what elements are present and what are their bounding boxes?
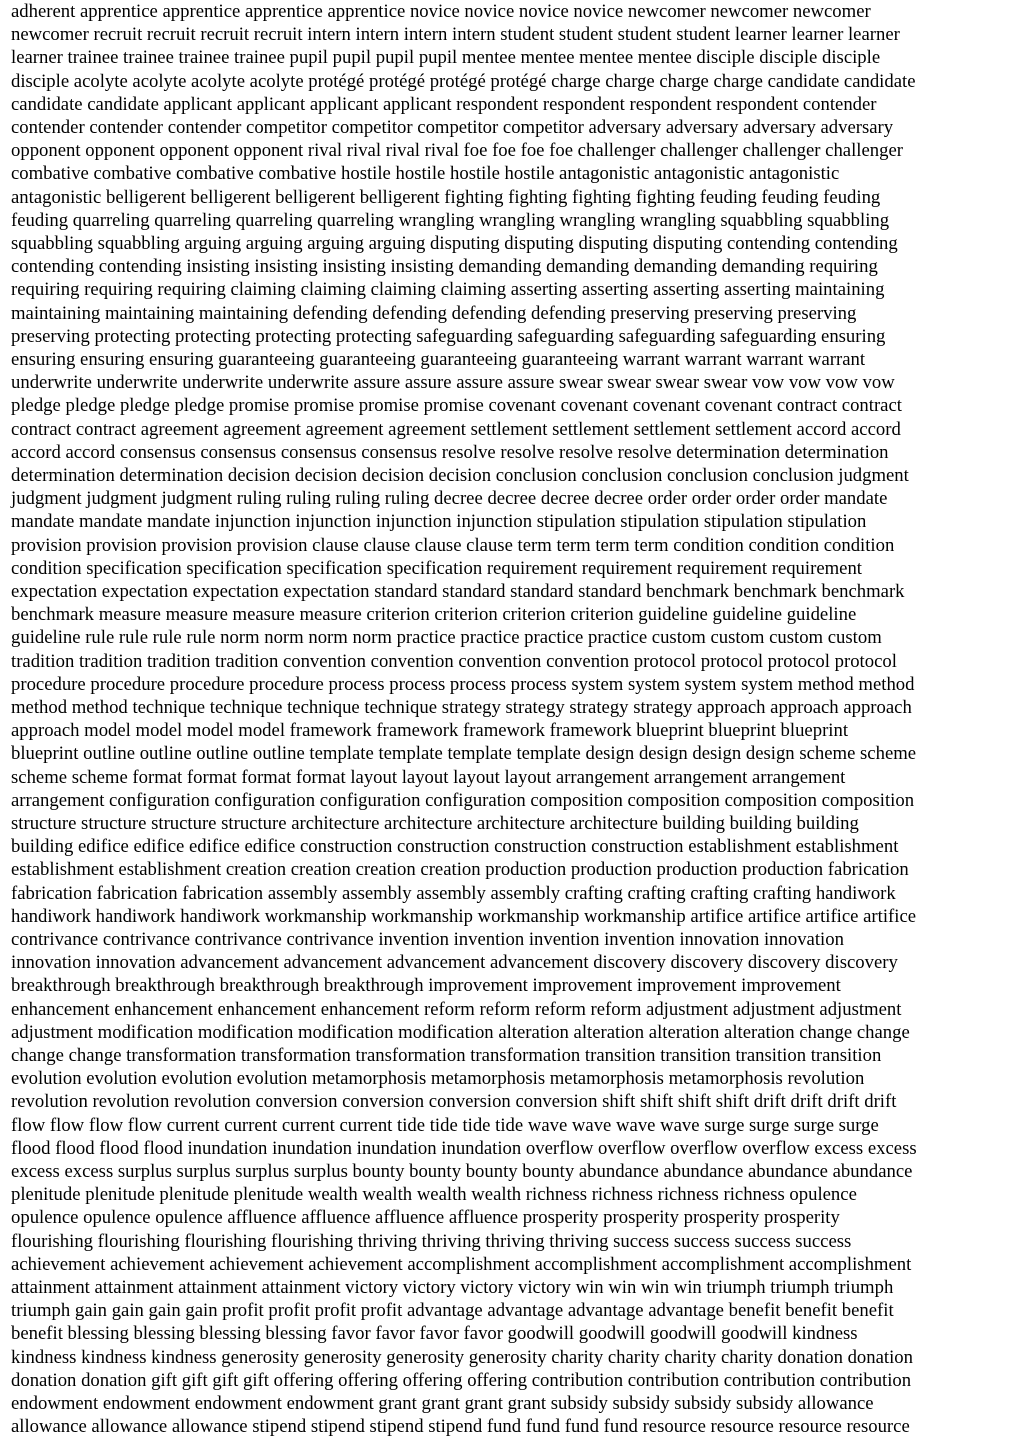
text-line: structure structure structure structure architecture architecture architecture architecture building building building <box>11 813 859 834</box>
text-line: endowment endowment endowment endowment grant grant grant grant subsidy subsidy subsidy subsidy allowance <box>11 1393 874 1414</box>
text-line: preserving protecting protecting protecting protecting safeguarding safeguarding safeguarding safeguarding ensuring <box>11 325 886 347</box>
text-line: approach model model model model framework framework framework framework blueprint blueprint blueprint <box>11 720 849 742</box>
text-line: benchmark measure measure measure measure criterion criterion criterion criterion guideline guideline guideline <box>11 604 857 626</box>
text-line: flourishing flourishing flourishing flourishing thriving thriving thriving thriving success success success success <box>11 1230 852 1252</box>
text-line: mandate mandate mandate injunction injunction injunction injunction stipulation stipulation stipulation stipulation <box>11 511 867 533</box>
text-line: requiring requiring requiring claiming claiming claiming claiming asserting asserting asserting asserting maintaining <box>11 279 885 301</box>
text-line: allowance allowance allowance stipend stipend stipend stipend fund fund fund fund resource resource resource resource <box>11 1416 910 1438</box>
text-line: determination determination decision decision decision decision conclusion conclusion conclusion conclusion judgment <box>11 465 909 486</box>
text-line: contrivance contrivance contrivance contrivance invention invention invention invention innovation innovation <box>11 929 844 950</box>
text-line: judgment judgment judgment ruling ruling ruling ruling decree decree decree decree order order order order mandate <box>11 488 888 510</box>
text-line: plenitude plenitude plenitude plenitude wealth wealth wealth wealth richness richness richness richness opulence <box>11 1184 857 1206</box>
text-line: innovation innovation advancement advancement advancement advancement discovery discovery discovery discovery <box>11 952 898 974</box>
text-line: adherent apprentice apprentice apprentice apprentice novice novice novice novice newcomer newcomer newcomer <box>11 1 871 22</box>
text-line: condition specification specification specification specification requirement requirement requirement requirement <box>11 557 862 579</box>
text-line: blueprint outline outline outline outline template template template template design design design design scheme scheme <box>11 743 917 765</box>
text-line: method method technique technique technique technique strategy strategy strategy strategy approach approach approach <box>11 697 912 718</box>
text-line: opulence opulence opulence affluence affluence affluence affluence prosperity prosperity prosperity prosperity <box>11 1207 840 1229</box>
text-line: building edifice edifice edifice edifice construction construction construction construction establishment establishment <box>11 836 899 858</box>
text-line: accord accord consensus consensus consensus consensus resolve resolve resolve resolve determination determination <box>11 441 889 463</box>
text-line: achievement achievement achievement achievement accomplishment accomplishment accomplishment accomplishment <box>11 1253 912 1275</box>
text-line: benefit blessing blessing blessing blessing favor favor favor favor goodwill goodwill goodwill goodwill kindness <box>11 1323 858 1345</box>
text-line: ensuring ensuring ensuring guaranteeing guaranteeing guaranteeing guaranteeing warrant warrant warrant warrant <box>11 349 866 370</box>
text-line: antagonistic belligerent belligerent belligerent belligerent fighting fighting fighting fighting feuding feuding feuding <box>11 186 881 208</box>
text-line: handiwork handiwork handiwork workmanship workmanship workmanship workmanship artifice artifice artifice artifice <box>11 905 917 927</box>
text-line: newcomer recruit recruit recruit recruit intern intern intern intern student student student student learner learner learner <box>11 24 900 46</box>
text-line: revolution revolution revolution conversion conversion conversion conversion shift shift shift shift drift drift drift drift <box>11 1091 897 1113</box>
text-line: contender contender contender competitor competitor competitor competitor adversary adversary adversary adversary <box>11 117 894 138</box>
text-line: scheme scheme format format format format layout layout layout layout arrangement arrangement arrangement <box>11 766 846 788</box>
text-line: excess excess surplus surplus surplus surplus bounty bounty bounty bounty abundance abundance abundance abundance <box>11 1161 913 1182</box>
text-line: tradition tradition tradition tradition convention convention convention convention protocol protocol protocol protocol <box>11 650 897 672</box>
text-line: attainment attainment attainment attainment victory victory victory victory win win win win triumph triumph triumph <box>11 1277 894 1298</box>
text-line: feuding quarreling quarreling quarreling quarreling wrangling wrangling wrangling wrangling squabbling squabbling <box>11 209 890 231</box>
text-line: breakthrough breakthrough breakthrough breakthrough improvement improvement improvement improvement <box>11 975 841 997</box>
text-line: flood flood flood flood inundation inundation inundation inundation overflow overflow overflow overflow excess excess <box>11 1137 917 1159</box>
text-line: arrangement configuration configuration configuration configuration composition composition composition composition <box>11 789 915 811</box>
text-line: establishment establishment creation creation creation creation production production production production fabrication <box>11 859 909 881</box>
text-line: combative combative combative combative hostile hostile hostile hostile antagonistic antagonistic antagonistic <box>11 163 840 185</box>
text-line: learner trainee trainee trainee trainee pupil pupil pupil pupil mentee mentee mentee mentee disciple disciple disciple <box>11 47 881 69</box>
text-line: squabbling squabbling arguing arguing arguing arguing disputing disputing disputing disputing contending contending <box>11 233 898 254</box>
text-line: enhancement enhancement enhancement enhancement reform reform reform reform adjustment adjustment adjustment <box>11 998 902 1020</box>
text-line: opponent opponent opponent opponent rival rival rival rival foe foe foe foe challenger challenger challenger challenger <box>11 140 903 162</box>
text-line: expectation expectation expectation expectation standard standard standard standard benchmark benchmark benchmark <box>11 581 905 602</box>
text-line: maintaining maintaining maintaining defending defending defending defending preserving preserving preserving <box>11 302 857 324</box>
text-line: triumph gain gain gain gain profit profit profit profit advantage advantage advantage advantage benefit benefit benefit <box>11 1300 894 1322</box>
text-line: contending contending insisting insisting insisting insisting demanding demanding demanding demanding requiring <box>11 256 878 278</box>
text-line: adjustment modification modification modification modification alteration alteration alteration alteration change change <box>11 1021 910 1043</box>
text-line: change change transformation transformation transformation transformation transition transition transition transition <box>11 1045 882 1066</box>
text-line: kindness kindness kindness generosity generosity generosity generosity charity charity charity charity donation donation <box>11 1346 913 1368</box>
text-line: contract contract agreement agreement agreement agreement settlement settlement settlement settlement accord accord <box>11 418 901 440</box>
text-line: candidate candidate applicant applicant applicant applicant respondent respondent respondent respondent contender <box>11 93 877 115</box>
text-line: procedure procedure procedure procedure process process process process system system system system method method <box>11 673 915 695</box>
text-line: fabrication fabrication fabrication assembly assembly assembly assembly crafting crafting crafting crafting handiwork <box>11 882 896 904</box>
text-line: donation donation gift gift gift gift offering offering offering offering contribution contribution contribution contribution <box>11 1369 912 1391</box>
text-line: evolution evolution evolution evolution metamorphosis metamorphosis metamorphosis metamorphosis revolution <box>11 1068 865 1090</box>
text-line: pledge pledge pledge pledge promise promise promise promise covenant covenant covenant covenant contract contract <box>11 395 902 417</box>
text-line: provision provision provision provision clause clause clause clause term term term term condition condition condition <box>11 534 895 556</box>
text-line: disciple acolyte acolyte acolyte acolyte protégé protégé protégé protégé charge charge charge charge candidate candidate <box>11 70 916 92</box>
text-line: flow flow flow flow current current current current tide tide tide tide wave wave wave wave surge surge surge surge <box>11 1114 879 1136</box>
text-line: guideline rule rule rule rule norm norm norm norm practice practice practice practice custom custom custom custom <box>11 627 882 649</box>
text-line: underwrite underwrite underwrite underwrite assure assure assure assure swear swear swear swear vow vow vow vow <box>11 372 895 394</box>
